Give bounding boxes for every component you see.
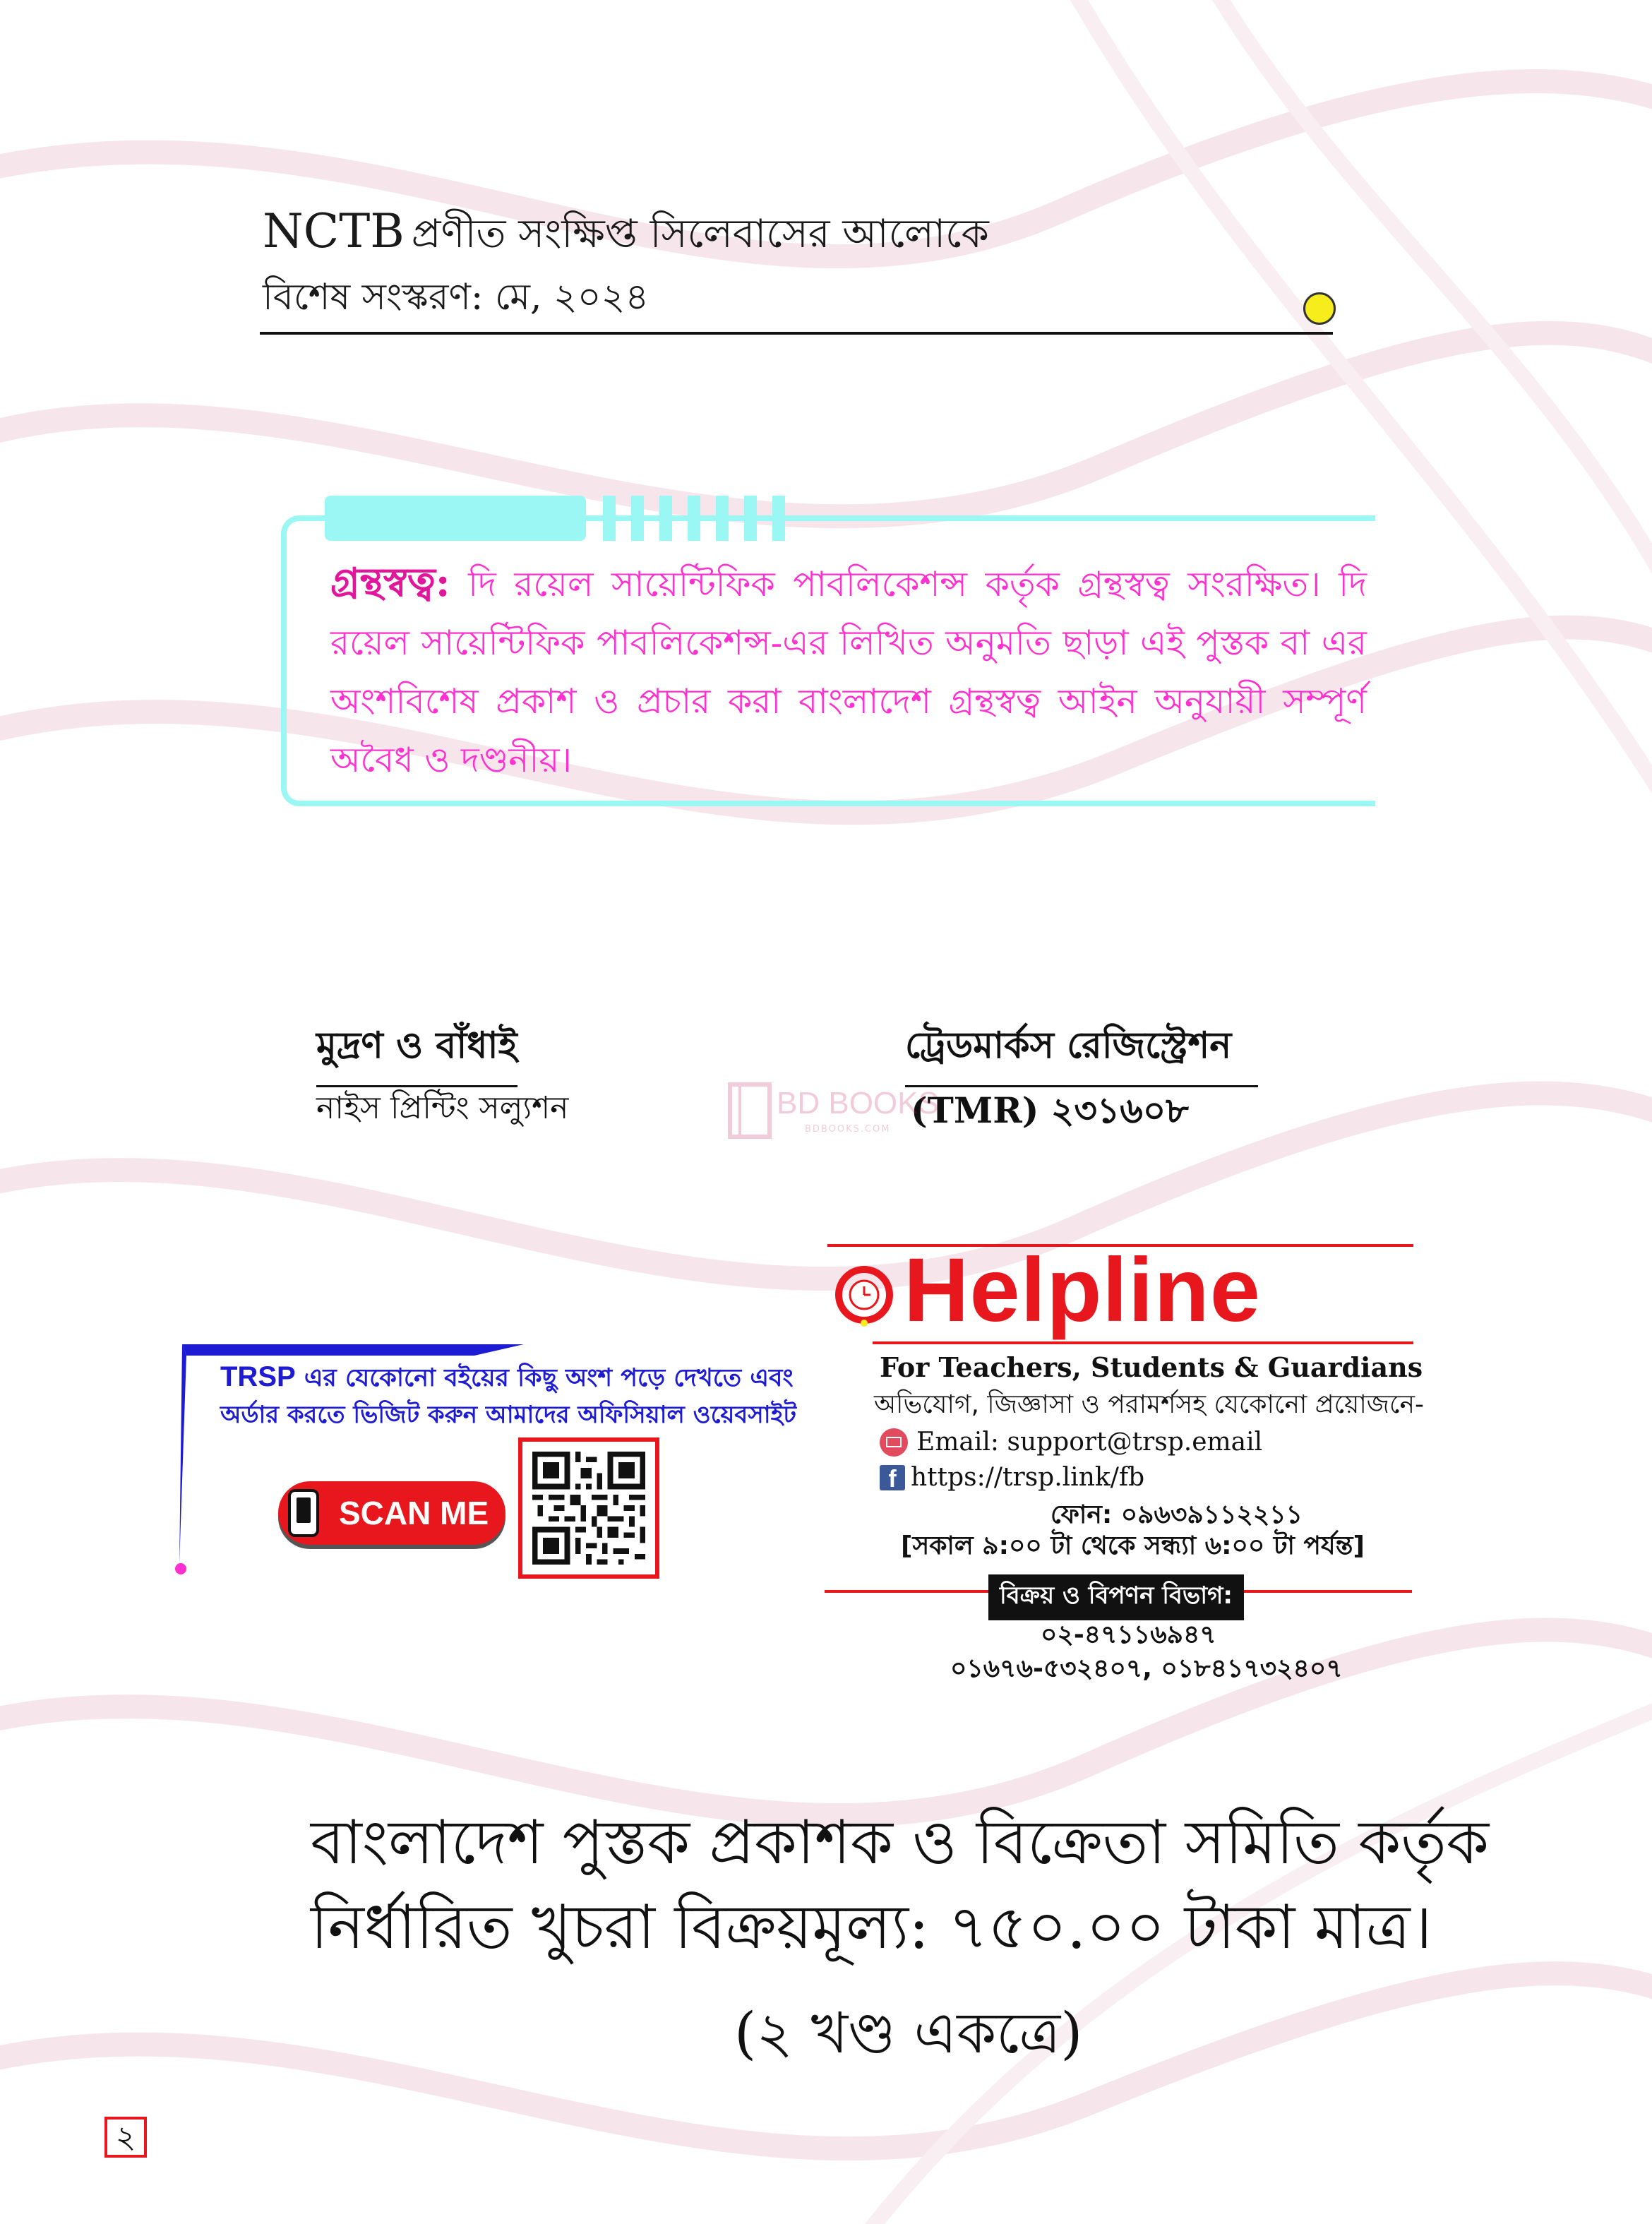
header-divider — [260, 332, 1333, 335]
page-number: ২ — [104, 2117, 147, 2158]
facebook-icon: f — [880, 1465, 905, 1490]
nctb-acronym: NCTB — [263, 204, 405, 258]
helpline-phone: ফোন: ০৯৬৩৯১১২২১১ — [1051, 1500, 1303, 1529]
qr-code-frame — [518, 1437, 659, 1579]
trsp-promo-text: এর যেকোনো বইয়ের কিছু অংশ পড়ে দেখতে এবং — [304, 1364, 794, 1392]
frame-stripe — [688, 496, 700, 541]
copyright-frame-bar — [325, 496, 586, 541]
helpline-mid-rule — [873, 1341, 1413, 1344]
qr-code-icon — [532, 1452, 645, 1565]
syllabus-note: প্রণীত সংক্ষিপ্ত সিলেবাসের আলোকে — [411, 211, 989, 257]
volume-note: (২ খণ্ড একত্রে) — [734, 2000, 1083, 2066]
printer-name: নাইস প্রিন্টিং সল্যুশন — [316, 1090, 569, 1126]
helpline-title: Helpline — [904, 1240, 1261, 1341]
smartphone-icon — [288, 1489, 319, 1537]
copyright-body: দি রয়েল সায়েন্টিফিক পাবলিকেশন্স কর্তৃক গ্রন্থস্বত্ব সংরক্ষিত। দি রয়েল সায়েন্টিফিক পাবলিকেশন্স-এর লিখিত অনুমতি ছাড়া এই পুস্তক বা এর অংশবিশেষ প্রকাশ ও প্রচার করা বাংলাদেশ গ্রন্থস্বত্ব আইন অনুযায়ী সম্পূর্ণ অবৈধ ও দণ্ডনীয়। — [330, 564, 1367, 780]
trsp-promo-line1 — [220, 1358, 794, 1400]
scan-me-label: SCAN ME — [339, 1495, 489, 1531]
facebook-link: https://trsp.link/fb — [911, 1463, 1145, 1492]
watermark-subtext: BDBOOKS.COM — [805, 1124, 891, 1135]
sales-phone-landline: ০২-৪৭১১৬৯৪৭ — [1041, 1620, 1216, 1649]
book-icon — [726, 1077, 775, 1141]
trademark-number: (TMR) ২৩১৬০৮ — [911, 1089, 1189, 1131]
frame-stripe — [744, 496, 757, 541]
helpline-note: অভিযোগ, জিজ্ঞাসা ও পরামর্শসহ যেকোনো প্রয়োজনে- — [874, 1390, 1424, 1419]
frame-stripe — [603, 496, 616, 541]
copyright-label: গ্রন্থস্বত্ব: — [330, 559, 450, 606]
sales-phone-mobile: ০১৬৭৬-৫৩২৪০৭, ০১৮৪১৭৩২৪০৭ — [950, 1654, 1343, 1683]
frame-stripe — [772, 496, 785, 541]
frame-stripe — [716, 496, 729, 541]
frame-stripe — [631, 496, 644, 541]
special-edition-date: বিশেষ সংস্করণ: মে, ২০২৪ — [263, 276, 650, 318]
yellow-dot-decoration — [1303, 292, 1336, 325]
facebook-row — [880, 1463, 1144, 1492]
scan-me-badge — [278, 1481, 505, 1545]
headset-clock-icon — [830, 1260, 898, 1327]
copyright-notice — [330, 554, 1367, 789]
trsp-brand: TRSP — [220, 1361, 296, 1392]
frame-stripe — [659, 496, 672, 541]
trademark-title: ট্রেডমার্কস রেজিস্ট্রেশন — [905, 1017, 1258, 1087]
email-row — [880, 1428, 1262, 1457]
email-address: Email: support@trsp.email — [916, 1428, 1263, 1457]
price-authority-line: বাংলাদেশ পুস্তক প্রকাশক ও বিক্রেতা সমিতি কর্তৃক — [311, 1807, 1490, 1878]
email-icon — [880, 1428, 908, 1457]
retail-price-line: নির্ধারিত খুচরা বিক্রয়মূল্য: ৭৫০.০০ টাকা মাত্র। — [311, 1892, 1432, 1963]
trsp-promo-line2: অর্ডার করতে ভিজিট করুন আমাদের অফিসিয়াল ওয়েবসাইট — [220, 1401, 796, 1429]
helpline-hours: [সকাল ৯:০০ টা থেকে সন্ধ্যা ৬:০০ টা পর্যন্ত] — [901, 1531, 1365, 1560]
bd-books-watermark — [726, 1077, 939, 1145]
sales-department-label: বিক্রয় ও বিপণন বিভাগ: — [988, 1574, 1244, 1620]
edition-source-line — [263, 203, 989, 270]
helpline-subtitle: For Teachers, Students & Guardians — [880, 1351, 1423, 1383]
watermark-text: BD BOOKS — [777, 1086, 939, 1120]
printing-title: মুদ্রণ ও বাঁধাই — [316, 1017, 517, 1087]
